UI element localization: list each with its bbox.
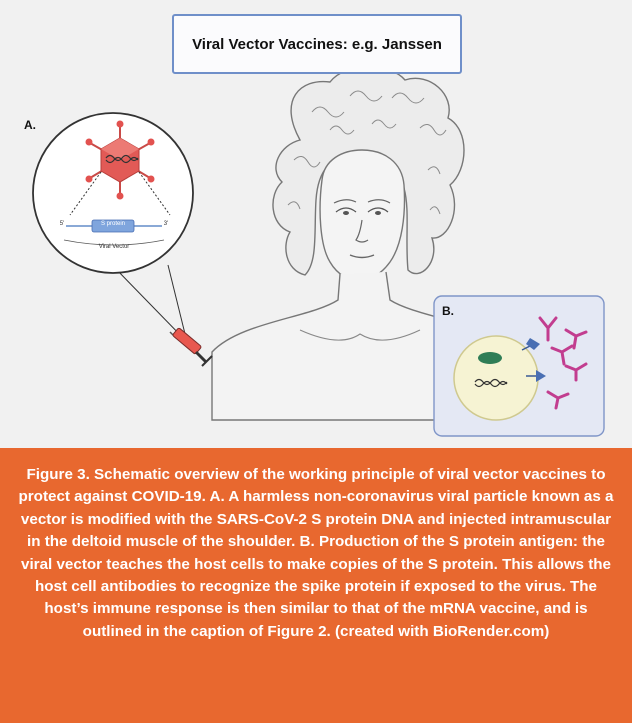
panel-b-label: B. [442, 304, 454, 318]
s-protein-label: S protein [100, 221, 125, 227]
panel-a-label: A. [24, 118, 36, 132]
syringe-icon [170, 328, 212, 366]
dna-3-prime-label: 3' [163, 221, 169, 227]
panel-b-cell-box [434, 296, 604, 436]
viral-vector-label: Viral Vector [98, 244, 130, 250]
cell-nucleus [478, 352, 502, 364]
dna-5-prime-label: 5' [59, 221, 65, 227]
figure-caption: Figure 3. Schematic overview of the working principle of viral vector vaccines to protect against COVID-19. A. A harmless non-coronavirus viral particle known as a vector is modified with the SARS-CoV-2 S protein DNA and injected intramuscular in the deltoid muscle of the shoulder. B. Production of the S protein antigen: the viral vector teaches the host cells to make copies of the S protein. This allows the host cell antibodies to recognize the spike protein if exposed to the virus. The host’s immune response is then similar to that of the mRNA vaccine, and is outlined in the caption of Figure 2. (created with BioRender.com) [0, 448, 632, 723]
figure-title-box: Viral Vector Vaccines: e.g. Janssen [172, 14, 462, 74]
panel-a-zoom [33, 113, 193, 342]
